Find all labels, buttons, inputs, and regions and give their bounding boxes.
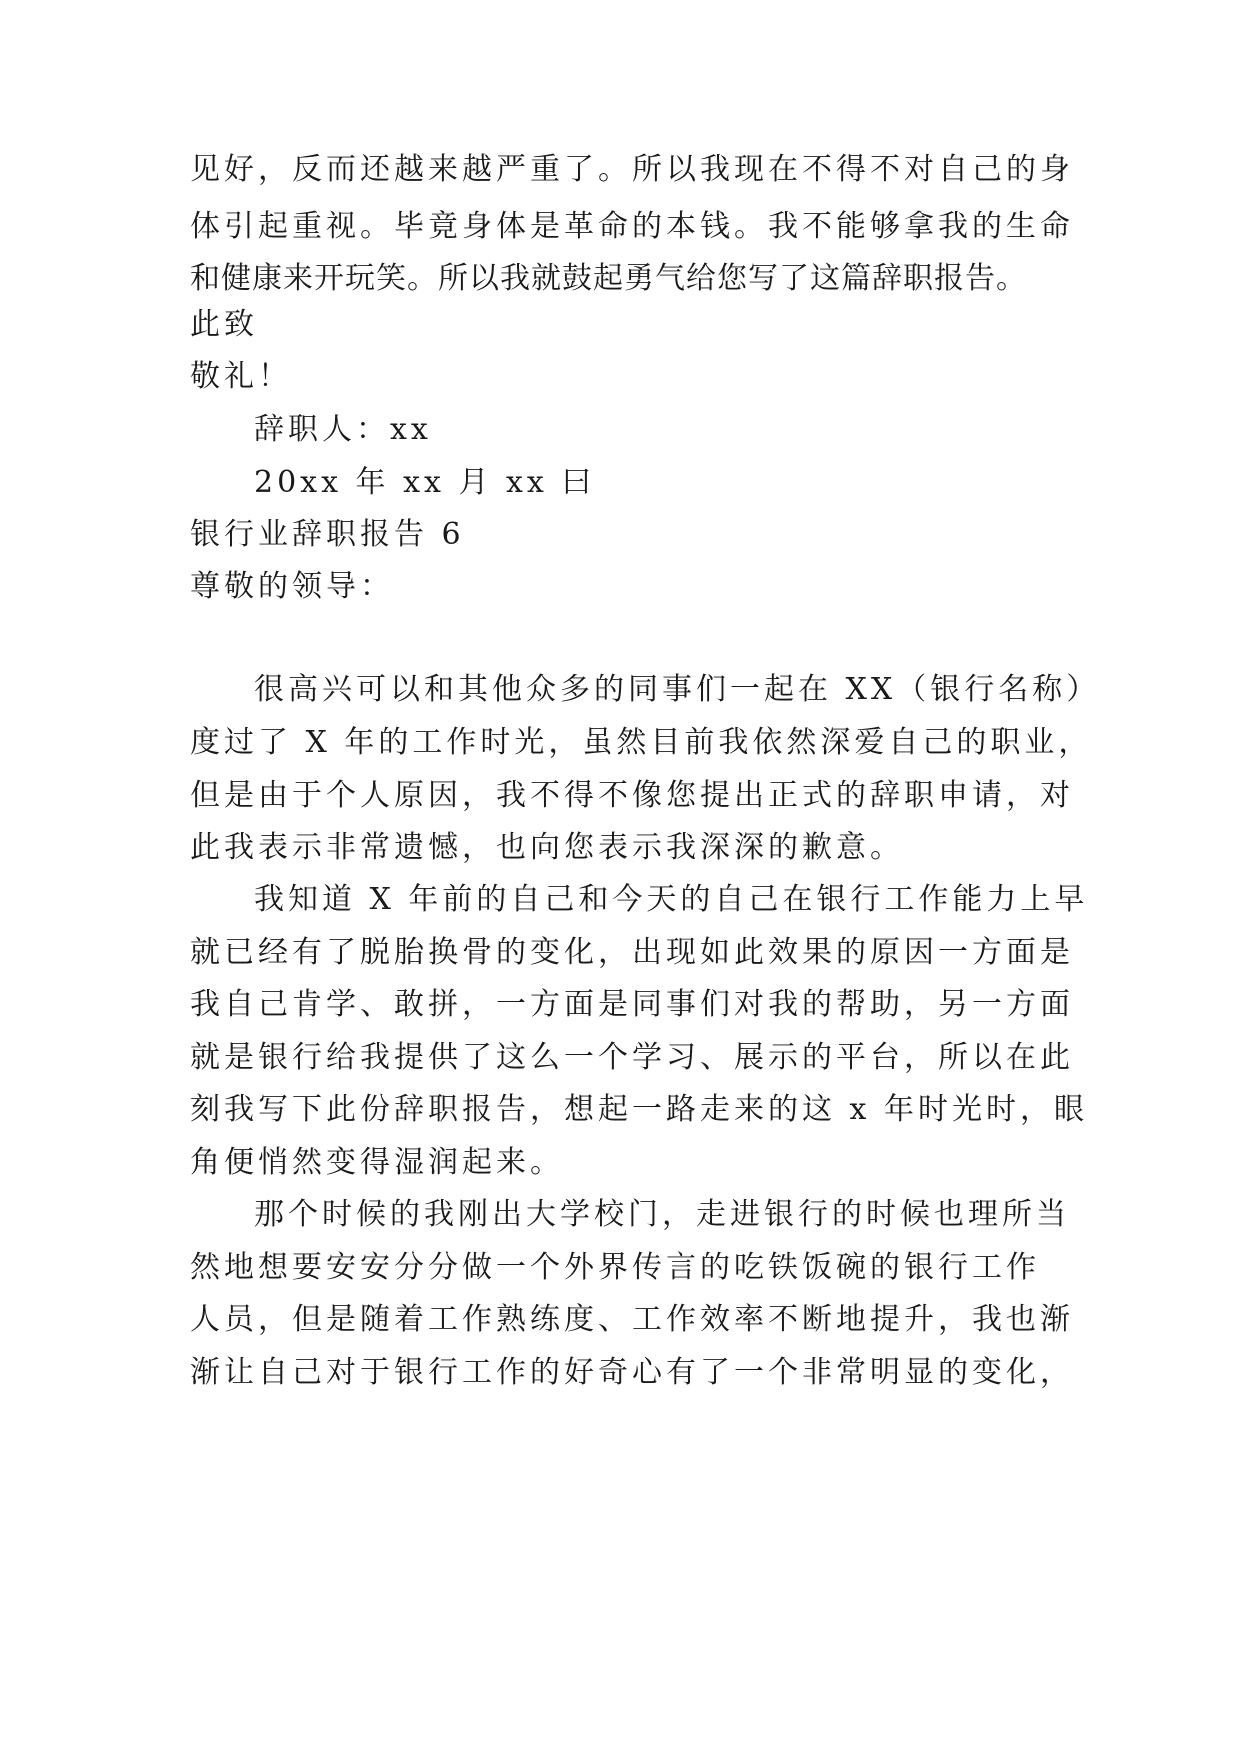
paragraph-line: 我自己肯学、敢拼，一方面是同事们对我的帮助，另一方面 — [190, 987, 1074, 1022]
paragraph-line: 我知道 X 年前的自己和今天的自己在银行工作能力上早 — [254, 882, 1089, 917]
greeting: 尊敬的领导： — [190, 569, 394, 604]
paragraph-line: 角便悄然变得湿润起来。 — [190, 1145, 564, 1180]
signature-name: 辞职人：xx — [254, 412, 432, 447]
paragraph-line: 就是银行给我提供了这么一个学习、展示的平台，所以在此 — [190, 1040, 1074, 1075]
paragraph-line: 渐让自己对于银行工作的好奇心有了一个非常明显的变化， — [190, 1355, 1074, 1390]
closing-regards: 敬礼！ — [190, 359, 292, 394]
paragraph-line: 体引起重视。毕竟身体是革命的本钱。我不能够拿我的生命 — [190, 209, 1074, 244]
paragraph-line: 然地想要安安分分做一个外界传言的吃铁饭碗的银行工作 — [190, 1250, 1040, 1285]
paragraph-line: 就已经有了脱胎换骨的变化，出现如此效果的原因一方面是 — [190, 935, 1074, 970]
paragraph-line: 见好，反而还越来越严重了。所以我现在不得不对自己的身 — [190, 152, 1074, 187]
paragraph-line: 很高兴可以和其他众多的同事们一起在 XX（银行名称） — [254, 672, 1101, 707]
paragraph-line: 度过了 X 年的工作时光，虽然目前我依然深爱自己的职业， — [190, 725, 1093, 760]
paragraph-line: 此我表示非常遗憾，也向您表示我深深的歉意。 — [190, 830, 904, 865]
paragraph-line: 那个时候的我刚出大学校门，走进银行的时候也理所当 — [254, 1197, 1070, 1232]
paragraph-line: 刻我写下此份辞职报告，想起一路走来的这 x 年时光时，眼 — [190, 1092, 1088, 1127]
paragraph-line: 和健康来开玩笑。所以我就鼓起勇气给您写了这篇辞职报告。 — [190, 261, 1027, 296]
signature-date: 20xx 年 xx 月 xx 曰 — [254, 465, 596, 500]
section-title: 银行业辞职报告 6 — [190, 517, 465, 552]
paragraph-line: 人员，但是随着工作熟练度、工作效率不断地提升，我也渐 — [190, 1302, 1074, 1337]
closing-salutation: 此致 — [190, 307, 258, 342]
paragraph-line: 但是由于个人原因，我不得不像您提出正式的辞职申请，对 — [190, 778, 1074, 813]
